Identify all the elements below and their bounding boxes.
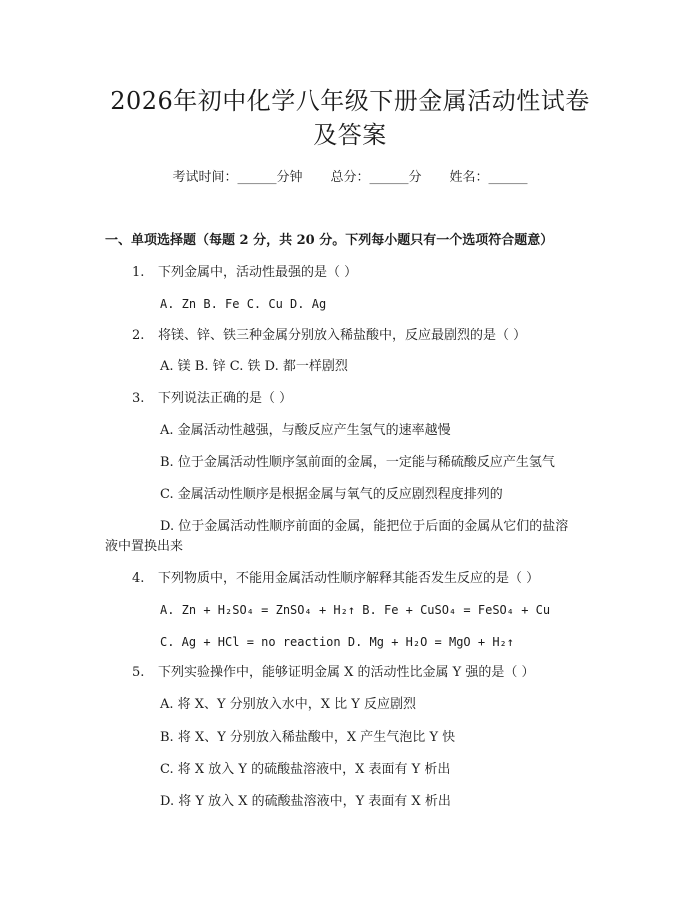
question-number: 2. [132,328,145,343]
question-4 [132,569,539,589]
exam-info-line [0,168,700,188]
question-stem: 下列实验操作中，能够证明金属 X 的活动性比金属 Y 强的是（ ） [158,665,535,680]
question-2 [132,326,526,346]
question-stem: 下列物质中，不能用金属活动性顺序解释其能否发生反应的是（ ） [158,571,540,586]
question-1-options: A. Zn B. Fe C. Cu D. Ag [160,297,327,311]
question-5-option-a: A. 将 X、Y 分别放入水中，X 比 Y 反应剧烈 [160,697,416,712]
question-number: 4. [132,571,145,586]
total-score-field: 总分：______分 [330,170,422,185]
question-number: 1. [132,265,145,280]
question-4-options-cd: C. Ag + HCl = no reaction D. Mg + H₂O = MgO + H₂↑ [160,635,515,649]
question-5-option-d: D. 将 Y 放入 X 的硫酸盐溶液中，Y 表面有 X 析出 [160,794,451,809]
question-stem: 下列说法正确的是（ ） [158,391,293,406]
question-2-options: A. 镁 B. 锌 C. 铁 D. 都一样剧烈 [160,359,348,374]
question-number: 5. [132,665,145,680]
question-3 [132,389,292,409]
question-number: 3. [132,391,145,406]
page-title: 2026年初中化学八年级下册金属活动性试卷 [110,87,590,115]
question-stem: 将镁、锌、铁三种金属分别放入稀盐酸中，反应最剧烈的是（ ） [158,328,527,343]
question-3-option-b: B. 位于金属活动性顺序氢前面的金属，一定能与稀硫酸反应产生氢气 [160,455,555,470]
question-3-option-c: C. 金属活动性顺序是根据金属与氧气的反应剧烈程度排列的 [160,487,503,502]
question-3-option-d: D. 位于金属活动性顺序前面的金属，能把位于后面的金属从它们的盐溶 [160,519,569,534]
question-5-option-b: B. 将 X、Y 分别放入稀盐酸中，X 产生气泡比 Y 快 [160,730,456,745]
question-5-option-c: C. 将 X 放入 Y 的硫酸盐溶液中，X 表面有 Y 析出 [160,762,451,777]
section-heading: 一、单项选择题（每题 2 分，共 20 分。下列每小题只有一个选项符合题意） [105,233,554,248]
question-3-option-a: A. 金属活动性越强，与酸反应产生氢气的速率越慢 [160,423,451,438]
question-4-options-ab: A. Zn + H₂SO₄ = ZnSO₄ + H₂↑ B. Fe + CuSO₄ = FeSO₄ + Cu [160,603,551,617]
page-title-continued: 及答案 [313,121,387,149]
question-stem: 下列金属中，活动性最强的是（ ） [158,265,358,280]
question-1 [132,263,357,283]
exam-time-field: 考试时间：______分钟 [172,170,303,185]
question-3-option-d-continued: 液中置换出来 [105,539,184,554]
student-name-field: 姓名：______ [449,170,528,185]
question-5 [132,663,535,683]
